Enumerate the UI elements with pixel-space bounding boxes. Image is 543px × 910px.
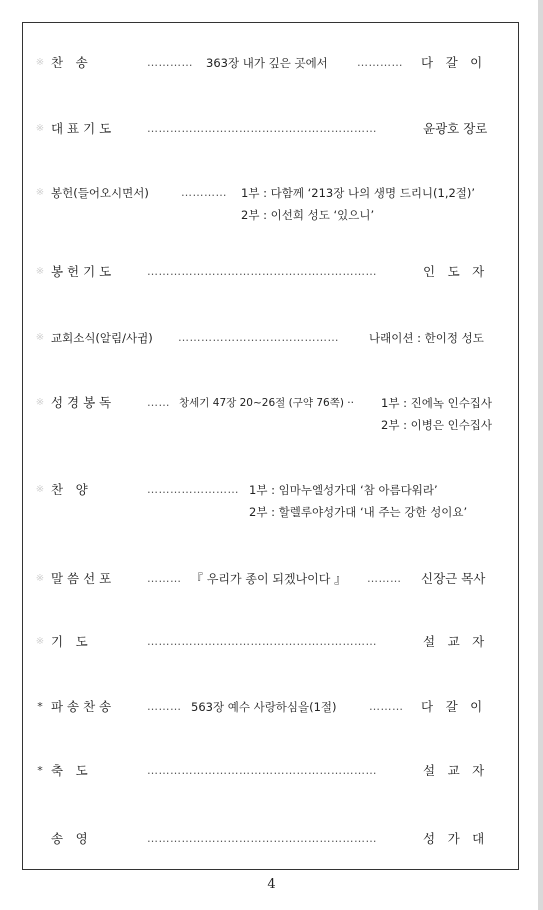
item-label: 대 표 기 도 xyxy=(51,121,112,136)
item-marker: * xyxy=(37,764,43,777)
leader-dots: ……… xyxy=(367,572,402,585)
leader-dots: …………………………………………………… xyxy=(147,122,377,135)
leader-dots: ……… xyxy=(147,700,182,713)
order-of-worship-frame xyxy=(22,22,519,870)
sermon-title: 『 우리가 종이 되겠나이다 』 xyxy=(191,572,347,586)
item-marker: ※ xyxy=(35,573,45,584)
page-number: 4 xyxy=(267,877,276,892)
item-leader: 인 도 자 xyxy=(423,264,485,279)
item-label: 찬 송 xyxy=(51,55,88,70)
item-content: 563장 예수 사랑하심을(1절) xyxy=(191,700,337,714)
leader-dots: ………… xyxy=(181,186,227,199)
item-marker: ※ xyxy=(35,332,45,343)
item-leader: 윤광호 장로 xyxy=(423,121,488,136)
worship-item-offering-prayer xyxy=(23,261,520,283)
item-content: 1부 : 임마누엘성가대 ‘참 아름다워라’ xyxy=(249,483,438,497)
worship-item-choir-anthem xyxy=(23,479,520,501)
worship-item-scripture-reading-line2 xyxy=(23,414,520,436)
item-marker: * xyxy=(37,700,43,713)
item-leader: 설 교 자 xyxy=(423,634,485,649)
item-subcontent: 2부 : 이병은 인수집사 xyxy=(381,418,493,432)
worship-item-hymn xyxy=(23,52,520,74)
item-label: 봉 헌 기 도 xyxy=(51,264,112,279)
item-label: 말 씀 선 포 xyxy=(51,571,112,586)
item-leader: 다 갈 이 xyxy=(421,699,483,714)
item-label: 축 도 xyxy=(51,763,88,778)
item-label: 성 경 봉 독 xyxy=(51,395,112,410)
worship-item-representative-prayer xyxy=(23,118,520,140)
item-content: 창세기 47장 20~26절 (구약 76쪽) ·· xyxy=(179,397,354,409)
item-marker: ※ xyxy=(35,123,45,134)
worship-item-church-news xyxy=(23,327,520,349)
item-marker: ※ xyxy=(35,397,45,408)
leader-dots: …………………………………………………… xyxy=(147,635,377,648)
item-label: 교회소식(알림/사귐) xyxy=(51,331,153,345)
item-label: 기 도 xyxy=(51,634,88,649)
item-marker: ※ xyxy=(35,266,45,277)
item-marker: ※ xyxy=(35,484,45,495)
leader-dots: …………………… xyxy=(147,483,239,496)
item-leader: 신장근 목사 xyxy=(421,571,486,586)
item-label: 파 송 찬 송 xyxy=(51,699,112,714)
worship-item-benediction xyxy=(23,760,520,782)
leader-dots: ………… xyxy=(357,56,403,69)
worship-item-sermon xyxy=(23,568,520,590)
worship-item-sending-hymn xyxy=(23,696,520,718)
item-content: 1부 : 다함께 ‘213장 나의 생명 드리니(1,2절)’ xyxy=(241,186,476,200)
item-leader: 나래이션 : 한이정 성도 xyxy=(369,331,484,345)
item-leader: 성 가 대 xyxy=(423,831,485,846)
item-marker: ※ xyxy=(35,57,45,68)
worship-item-choir-anthem-line2 xyxy=(23,501,520,523)
item-subcontent: 2부 : 할렐루야성가대 ‘내 주는 강한 성이요’ xyxy=(249,505,468,519)
item-leader: 1부 : 진에녹 인수집사 xyxy=(381,396,493,410)
leader-dots: ……… xyxy=(147,572,182,585)
item-subcontent: 2부 : 이선희 성도 ‘있으니’ xyxy=(241,208,375,222)
item-label: 찬 양 xyxy=(51,482,88,497)
leader-dots: ……… xyxy=(369,700,404,713)
leader-dots: …………………………………………………… xyxy=(147,764,377,777)
worship-item-scripture-reading xyxy=(23,392,520,414)
item-marker: ※ xyxy=(35,636,45,647)
leader-dots: …………………………………………………… xyxy=(147,832,377,845)
worship-item-doxology xyxy=(23,828,520,850)
worship-item-offering xyxy=(23,182,520,204)
leader-dots: ………… xyxy=(147,56,193,69)
item-marker: ※ xyxy=(35,187,45,198)
worship-item-prayer xyxy=(23,631,520,653)
item-leader: 설 교 자 xyxy=(423,763,485,778)
leader-dots: …… xyxy=(147,396,170,409)
leader-dots: …………………………………… xyxy=(178,331,339,344)
item-label: 송 영 xyxy=(51,831,88,846)
leader-dots: …………………………………………………… xyxy=(147,265,377,278)
item-label: 봉헌(들어오시면서) xyxy=(51,186,149,200)
item-content: 363장 내가 깊은 곳에서 xyxy=(206,56,328,70)
worship-item-offering-line2 xyxy=(23,204,520,226)
scrollbar-track[interactable] xyxy=(538,0,543,910)
item-leader: 다 갈 이 xyxy=(421,55,483,70)
